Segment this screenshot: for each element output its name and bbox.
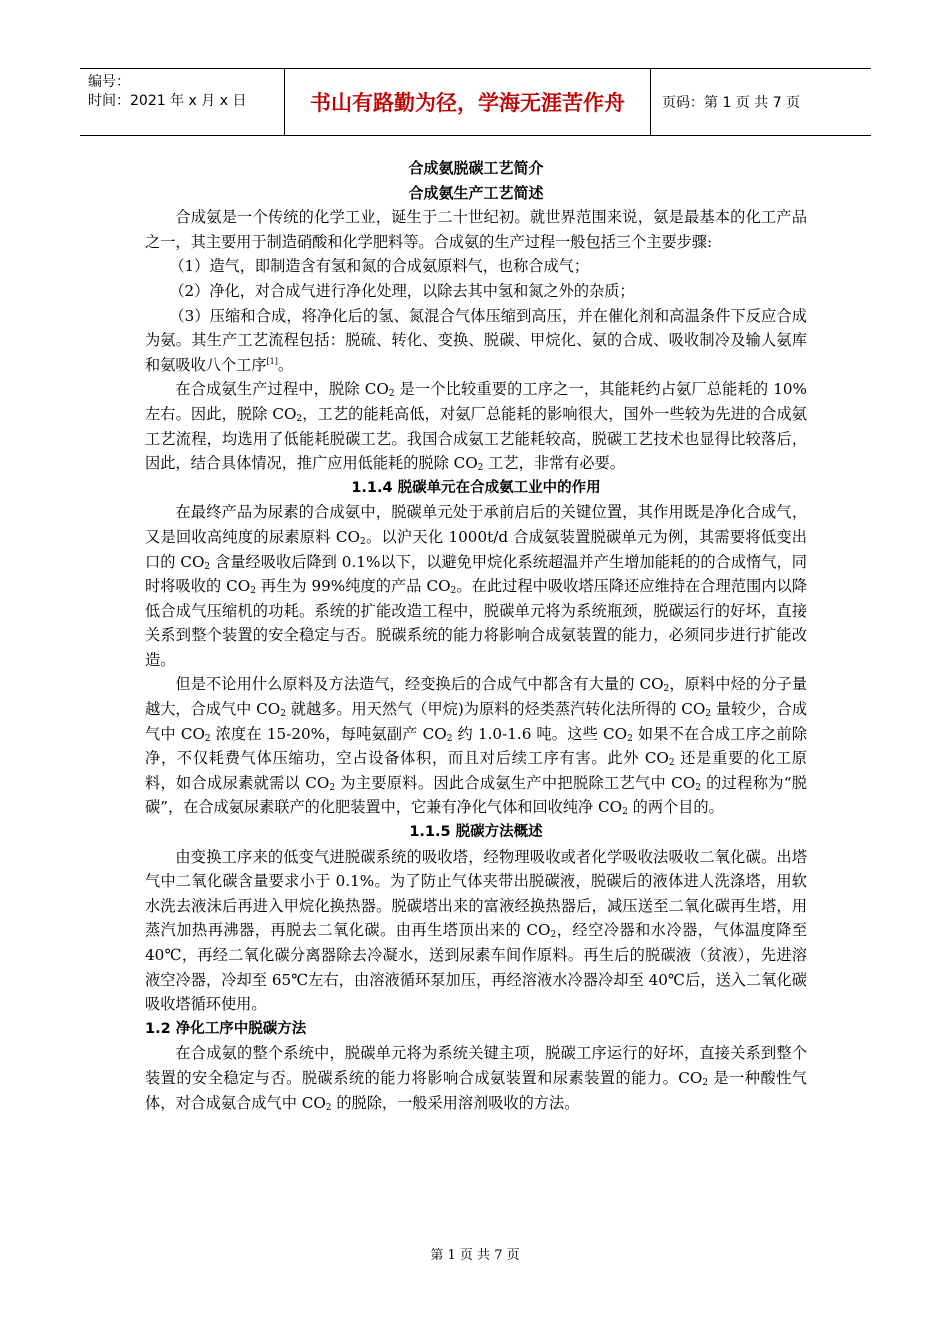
paragraph-co2: 但是不论用什么原料及方法造气，经变换后的合成气中都含有大量的 $CO_2$，原料中烃的分子量越大，合成气中 $CO_2$ 就越多。用天然气（甲烷)为原料的烃类蒸汽转化法所得的 $CO_2$ 量较少，合成气中 $CO_2$ 浓度在 15-20%，每吨氨副产 $CO_2$ 约 1.0-1.6 吨。这些 $CO_2$ 如果不在合成工序之前除净，不仅耗费气体压缩功，空占设备体积，而且对后续工序有害。此外 $CO_2$ 还是重要的化工原料，如合成尿素就需以 $CO_2$ 为主要原料。因此合成氨生产中把脱除工艺气中 $CO_2$ 的过程称为“脱碳”，在合成氨尿素联产的化肥装置中，它兼有净化气体和回收纯净 $CO_2$ 的两个目的。 [145,675,808,818]
doc-subtitle: 合成氨生产工艺简述 [408,183,544,202]
section-heading-1-2: 1.2 净化工序中脱碳方法 [145,1020,307,1037]
header-motto: 书山有路勤为径，学海无涯苦作舟 [285,69,651,135]
paragraph-intro: 合成氨是一个传统的化学工业，诞生于二十世纪初。就世界范围来说，氨是最基本的化工产品之一，其主要用于制造硝酸和化学肥料等。合成氨的生产过程一般包括三个主要步骤: [145,208,807,251]
step-1: （1）造气，即制造含有氢和氮的合成氨原料气，也称合成气； [169,257,590,276]
section-heading-1-1-5: 1.1.5 脱碳方法概述 [409,824,543,841]
header-page-info: 页码：第 1 页 共 7 页 [662,95,801,111]
step-3: （3）压缩和合成，将净化后的氢、氮混合气体压缩到高压，并在催化剂和高温条件下反应合成为氨。其生产工艺流程包括：脱硫、转化、变换、脱碳、甲烷化、氨的合成、吸收制冷及输人氨库和氨吸收八个工序[1]。 [145,306,807,374]
paragraph-role: 在最终产品为尿素的合成氨中，脱碳单元处于承前启后的关键位置，其作用既是净化合成气，又是回收高纯度的尿素原料 $CO_2$。以沪天化 1000t/d 合成氨装置脱碳单元为例，其需要将低变出口的 $CO_2$ 含量经吸收后降到 0.1%以下，以避免甲烷化系统超温并产生增加能耗的的合成惰气，同时将吸收的 $CO_2$ 再生为 99%纯度的产品 $CO_2$。在此过程中吸收塔压降还应维持在合理范围内以降低合成气压缩机的功耗。系统的扩能改造工程中，脱碳单元将为系统瓶颈，脱碳运行的好坏，直接关系到整个装置的安全稳定与否。脱碳系统的能力将影响合成氨装置的能力，必须同步进行扩能改造。 [145,503,807,669]
doc-title: 合成氨脱碳工艺简介 [408,159,544,177]
page-footer: 第 1 页 共 7 页 [430,1248,520,1263]
page-header [80,68,871,136]
citation-ref: [1] [266,356,278,366]
header-meta [80,69,285,135]
doc-date-label: 时间：2021 年 x 月 x 日 [88,93,247,109]
doc-number-label: 编号： [88,74,130,90]
paragraph-energy: 在合成氨生产过程中，脱除 $CO_2$ 是一个比较重要的工序之一，其能耗约占氨厂总能耗的 10%左右。因此，脱除 $CO_2$，工艺的能耗高低，对氨厂总能耗的影响很大，国外一些较为先进的合成氨工艺流程，均选用了低能耗脱碳工艺。我国合成氨工艺能耗较高，脱碳工艺技术也显得比较落后，因此，结合具体情况，推广应用低能耗的脱除 $CO_2$ 工艺，非常有必要。 [145,380,807,474]
paragraph-method: 由变换工序来的低变气进脱碳系统的吸收塔，经物理吸收或者化学吸收法吸收二氧化碳。出塔气中二氧化碳含量要求小于 0.1%。为了防止气体夹带出脱碳液，脱碳后的液体进人洗涤塔，用软水洗去液沫后再进入甲烷化换热器。脱碳塔出来的富液经换热器后，减压送至二氧化碳再生塔，用蒸汽加热再沸器，再脱去二氧化碳。由再生塔顶出来的 $CO_2$，经空冷器和水冷器，气体温度降至 40℃，再经二氧化碳分离器除去冷凝水，送到尿素车间作原料。再生后的脱碳液（贫液），先进溶液空冷器，冷却至 65℃左右，由溶液循环泵加压，再经溶液水冷器冷却至 40℃后，送入二氧化碳吸收塔循环使用。 [145,847,807,1014]
section-heading-1-1-4: 1.1.4 脱碳单元在合成氨工业中的作用 [351,479,601,496]
step-2: （2）净化，对合成气进行净化处理，以除去其中氢和氮之外的杂质； [169,281,635,300]
paragraph-purification: 在合成氨的整个系统中，脱碳单元将为系统关键主项，脱碳工序运行的好坏，直接关系到整个装置的安全稳定与否。脱碳系统的能力将影响合成氨装置和尿素装置的能力。$CO_2$ 是一种酸性气体，对合成氨合成气中 $CO_2$ 的脱除，一般采用溶剂吸收的方法。 [145,1044,807,1113]
document-body [145,156,807,1115]
